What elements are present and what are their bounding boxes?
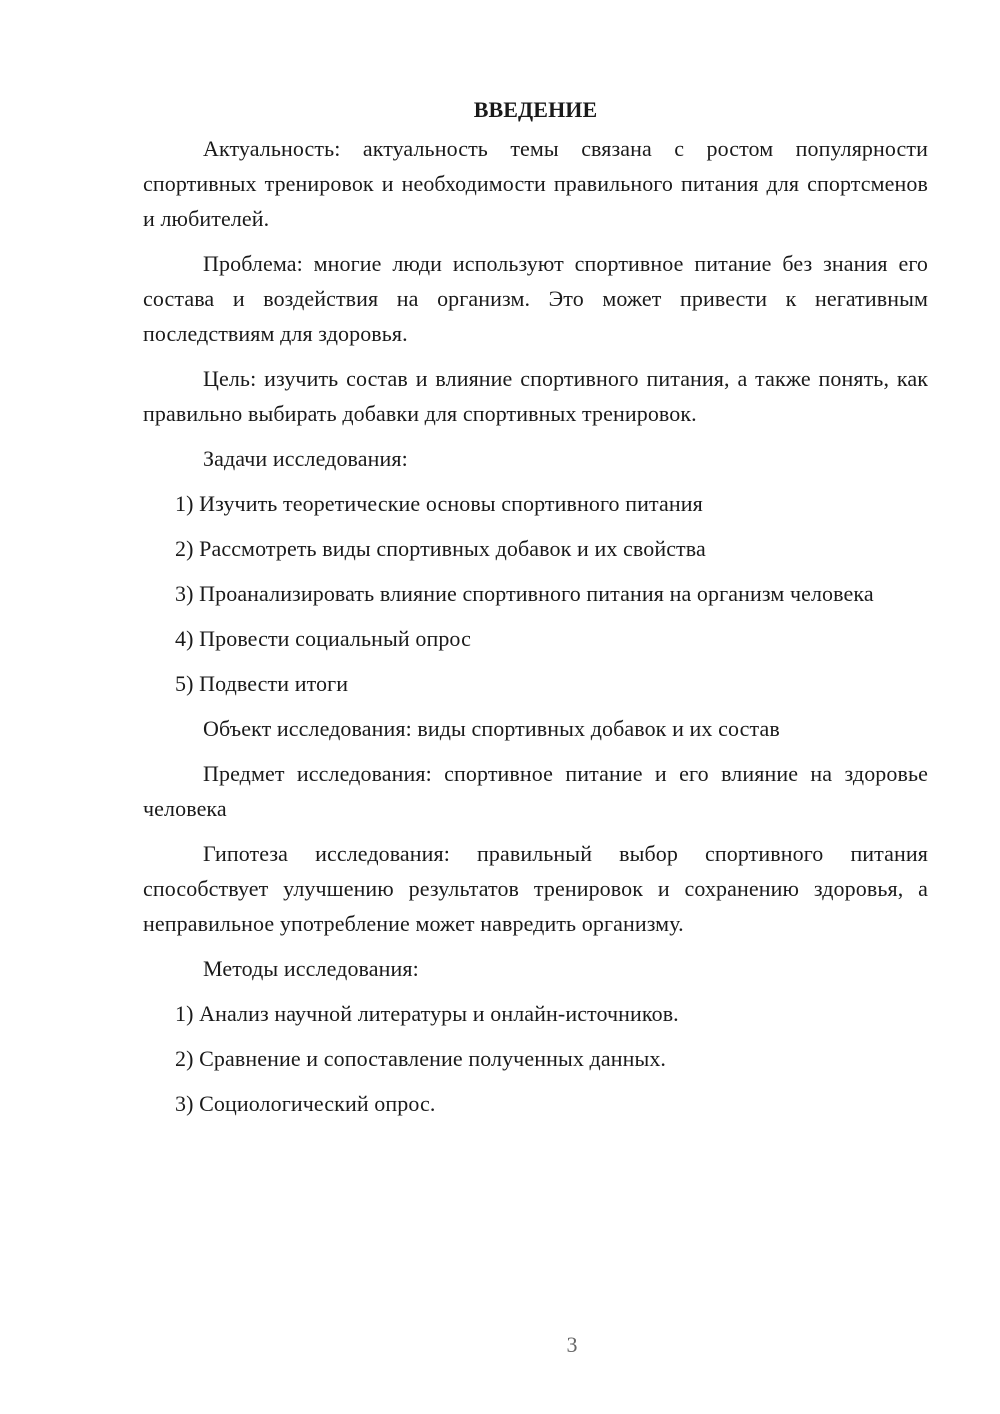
section-title: ВВЕДЕНИЕ [473, 97, 598, 122]
problem-paragraph: Проблема: многие люди используют спортивное питание без знания его состава и воздействия на организм. Это может привести к негативным последствиям для здоровья. [143, 251, 928, 346]
methods-heading: Методы исследования: [203, 956, 419, 981]
method-item-3: 3) Социологический опрос. [175, 1091, 436, 1116]
task-item-2: 2) Рассмотреть виды спортивных добавок и их свойства [175, 536, 706, 561]
method-item-2: 2) Сравнение и сопоставление полученных данных. [175, 1046, 667, 1071]
page-content [143, 92, 928, 1131]
page-number: 3 [566, 1332, 578, 1357]
tasks-heading: Задачи исследования: [203, 446, 408, 471]
task-item-3: 3) Проанализировать влияние спортивного питания на организм человека [175, 581, 874, 606]
subject-paragraph: Предмет исследования: спортивное питание и его влияние на здоровье человека [143, 761, 928, 821]
goal-paragraph: Цель: изучить состав и влияние спортивного питания, а также понять, как правильно выбирать добавки для спортивных тренировок. [143, 366, 928, 426]
relevance-paragraph: Актуальность: актуальность темы связана с ростом популярности спортивных тренировок и необходимости правильного питания для спортсменов и любителей. [143, 136, 928, 231]
task-item-5: 5) Подвести итоги [175, 671, 349, 696]
task-item-1: 1) Изучить теоретические основы спортивного питания [175, 491, 703, 516]
method-item-1: 1) Анализ научной литературы и онлайн-источников. [175, 1001, 679, 1026]
task-item-4: 4) Провести социальный опрос [175, 626, 471, 651]
hypothesis-paragraph: Гипотеза исследования: правильный выбор спортивного питания способствует улучшению результатов тренировок и сохранению здоровья, а неправильное употребление может навредить организму. [143, 841, 928, 936]
object-paragraph: Объект исследования: виды спортивных добавок и их состав [203, 716, 780, 741]
